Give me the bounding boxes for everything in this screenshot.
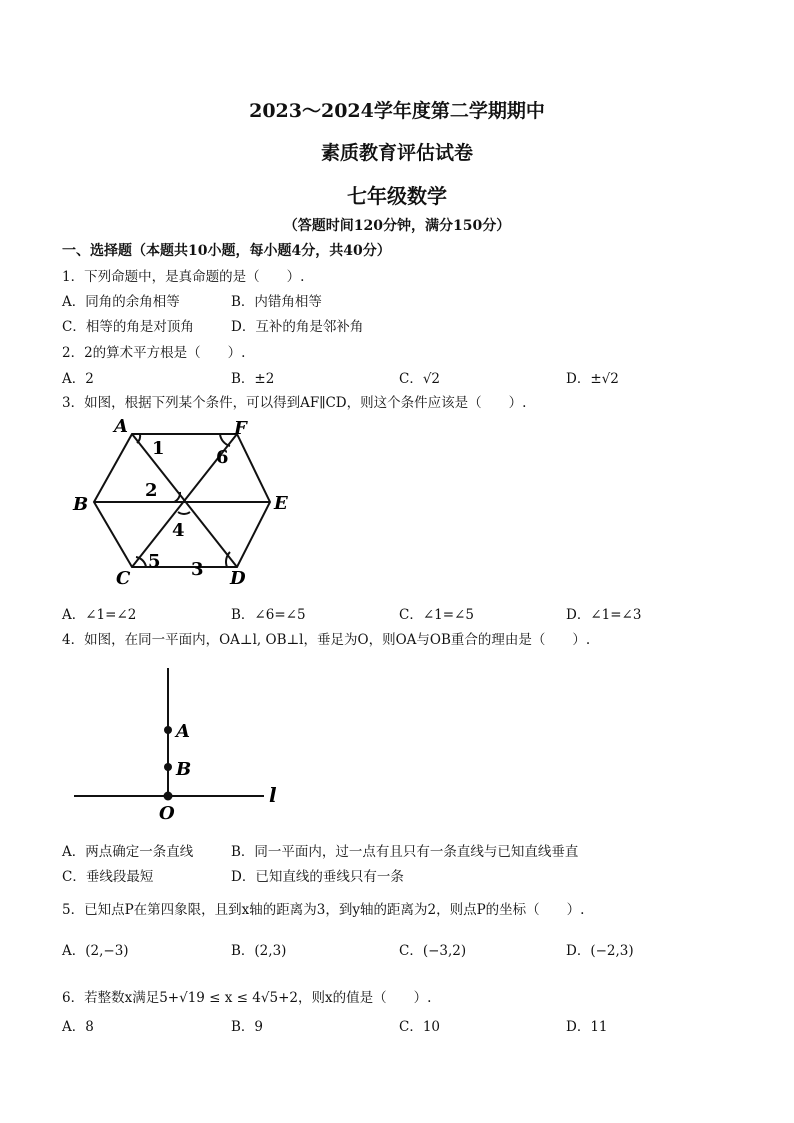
q5-option-d[interactable]: D．(−2,3) <box>566 943 634 959</box>
question-1-stem: 1．下列命题中，是真命题的是（ ）. <box>62 269 305 285</box>
question-4-stem: 4．如图，在同一平面内，OA⊥l, OB⊥l，垂足为O，则OA与OB重合的理由是（ ）. <box>62 632 591 648</box>
section-heading: 一、选择题（本题共10小题，每小题4分，共40分） <box>62 243 391 259</box>
exam-subject: 七年级数学 <box>347 184 447 208</box>
q1-option-d[interactable]: D．互补的角是邻补角 <box>231 319 364 335</box>
exam-title-name: 素质教育评估试卷 <box>320 142 473 164</box>
label-point-a: A <box>114 416 128 437</box>
q5-option-a[interactable]: A．(2,−3) <box>62 943 129 959</box>
q5-option-b[interactable]: B．(2,3) <box>231 943 287 959</box>
q2-option-b[interactable]: B．±2 <box>231 371 275 387</box>
label-point-o: O <box>159 803 175 824</box>
question-5-stem: 5．已知点P在第四象限，且到x轴的距离为3，到y轴的距离为2，则点P的坐标（ ）. <box>62 902 585 918</box>
q4-option-d[interactable]: D．已知直线的垂线只有一条 <box>231 869 404 885</box>
q6-option-a[interactable]: A．8 <box>62 1019 94 1035</box>
label-point-e: E <box>274 493 288 514</box>
q5-option-c[interactable]: C．(−3,2) <box>399 943 467 959</box>
question-6-stem: 6．若整数x满足5+√19 ≤ x ≤ 4√5+2，则x的值是（ ）. <box>62 990 432 1006</box>
label-point-b: B <box>73 494 89 515</box>
question-3-stem: 3．如图，根据下列某个条件，可以得到AF∥CD，则这个条件应该是（ ）. <box>62 395 527 411</box>
q4-option-b[interactable]: B．同一平面内，过一点有且只有一条直线与已知直线垂直 <box>231 844 579 860</box>
perpendicular-figure <box>68 660 298 826</box>
q3-option-d[interactable]: D．∠1=∠3 <box>566 607 642 623</box>
q1-option-c[interactable]: C．相等的角是对顶角 <box>62 319 194 335</box>
hexagon-figure <box>70 412 300 594</box>
q1-option-b[interactable]: B．内错角相等 <box>231 294 322 310</box>
label-point-d: D <box>230 568 246 589</box>
q6-option-c[interactable]: C．10 <box>399 1019 441 1035</box>
angle-label-4: 4 <box>172 520 185 541</box>
q3-option-b[interactable]: B．∠6=∠5 <box>231 607 306 623</box>
q3-option-c[interactable]: C．∠1=∠5 <box>399 607 474 623</box>
q6-option-d[interactable]: D．11 <box>566 1019 608 1035</box>
q2-option-a[interactable]: A．2 <box>62 371 94 387</box>
q3-option-a[interactable]: A．∠1=∠2 <box>62 607 137 623</box>
label-point-a: A <box>176 721 190 742</box>
q6-option-b[interactable]: B．9 <box>231 1019 264 1035</box>
q2-option-d[interactable]: D．±√2 <box>566 371 619 387</box>
label-point-b: B <box>176 759 192 780</box>
exam-title-year: 2023～2024学年度第二学期期中 <box>249 100 545 122</box>
q4-option-a[interactable]: A．两点确定一条直线 <box>62 844 194 860</box>
angle-label-1: 1 <box>152 438 165 459</box>
q1-option-a[interactable]: A．同角的余角相等 <box>62 294 180 310</box>
q4-option-c[interactable]: C．垂线段最短 <box>62 869 154 885</box>
label-line-l: l <box>269 783 277 807</box>
angle-label-6: 6 <box>216 447 229 468</box>
label-point-c: C <box>116 568 131 589</box>
angle-label-2: 2 <box>145 480 158 501</box>
q2-option-c[interactable]: C．√2 <box>399 371 441 387</box>
exam-time-note: （答题时间120分钟，满分150分） <box>283 218 511 234</box>
question-2-stem: 2．2的算术平方根是（ ）. <box>62 345 246 361</box>
angle-label-5: 5 <box>148 551 161 572</box>
label-point-f: F <box>234 418 247 439</box>
angle-label-3: 3 <box>191 559 204 580</box>
